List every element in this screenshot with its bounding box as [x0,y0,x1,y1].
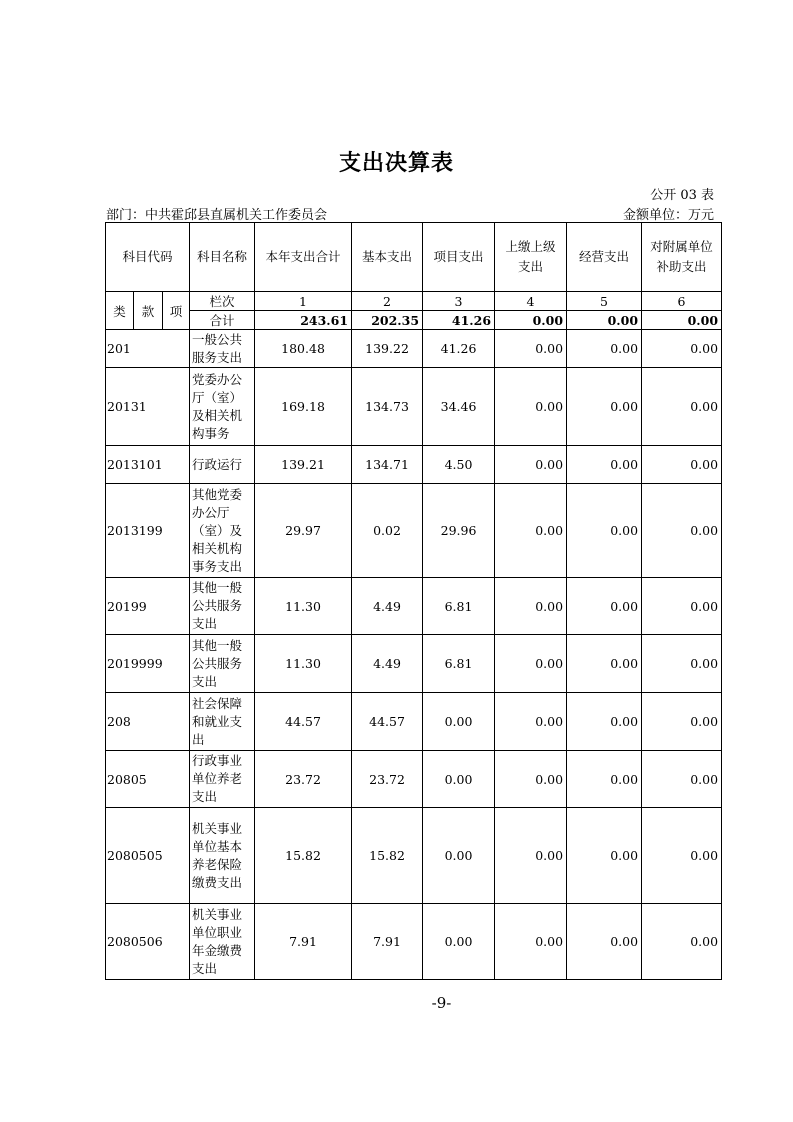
row-code: 20131 [106,368,190,446]
expenditure-table [105,222,722,980]
row-value: 6.81 [423,578,495,635]
row-name: 其他党委办公厅（室）及相关机构事务支出 [190,484,255,578]
row-value: 0.00 [495,693,567,751]
unit-label: 金额单位：万元 [622,208,714,223]
table-row [106,446,722,484]
row-value: 0.00 [642,808,722,904]
row-code: 2080505 [106,808,190,904]
table-row [106,904,722,980]
row-value: 0.00 [642,368,722,446]
row-code: 2013101 [106,446,190,484]
header-name: 科目名称 [190,223,255,292]
row-value: 0.00 [495,751,567,808]
table-row [106,751,722,808]
column-index-row [106,292,722,311]
row-value: 0.00 [567,635,642,693]
row-value: 0.00 [642,904,722,980]
table-row [106,484,722,578]
row-value: 4.49 [352,635,423,693]
row-value: 44.57 [352,693,423,751]
row-value: 0.00 [495,368,567,446]
row-name: 机关事业单位基本养老保险缴费支出 [190,808,255,904]
row-value: 0.00 [495,446,567,484]
page-number: -9- [431,994,452,1012]
row-name: 社会保障和就业支出 [190,693,255,751]
row-value: 11.30 [255,635,352,693]
table-row [106,368,722,446]
column-index-5: 5 [567,292,642,311]
row-value: 7.91 [255,904,352,980]
row-value: 0.00 [495,484,567,578]
header-basic: 基本支出 [352,223,423,292]
table-row [106,635,722,693]
row-name: 行政运行 [190,446,255,484]
header-lei: 类 [106,292,134,330]
row-code: 2013199 [106,484,190,578]
row-value: 0.00 [642,446,722,484]
column-index-3: 3 [423,292,495,311]
row-value: 0.00 [642,751,722,808]
row-value: 23.72 [255,751,352,808]
header-row [106,223,722,292]
row-code: 201 [106,330,190,368]
row-value: 0.00 [567,904,642,980]
header-subsidy: 对附属单位补助支出 [642,223,722,292]
total-label: 合计 [190,311,255,330]
total-value: 0.00 [495,311,567,330]
row-value: 0.00 [495,808,567,904]
row-value: 134.73 [352,368,423,446]
row-value: 6.81 [423,635,495,693]
column-index-label: 栏次 [190,292,255,311]
column-index-2: 2 [352,292,423,311]
row-name: 其他一般公共服务支出 [190,578,255,635]
row-value: 134.71 [352,446,423,484]
row-value: 169.18 [255,368,352,446]
row-value: 0.02 [352,484,423,578]
row-name: 其他一般公共服务支出 [190,635,255,693]
row-value: 0.00 [567,693,642,751]
row-value: 0.00 [567,330,642,368]
row-code: 2019999 [106,635,190,693]
header-project: 项目支出 [423,223,495,292]
table-row [106,578,722,635]
row-value: 0.00 [495,635,567,693]
row-value: 0.00 [567,578,642,635]
row-value: 0.00 [423,693,495,751]
column-index-6: 6 [642,292,722,311]
total-value: 0.00 [567,311,642,330]
row-name: 党委办公厅（室）及相关机构事务 [190,368,255,446]
row-value: 29.96 [423,484,495,578]
department-label: 部门：中共霍邱县直属机关工作委员会 [106,208,328,223]
total-value: 0.00 [642,311,722,330]
row-value: 0.00 [495,578,567,635]
table-row [106,330,722,368]
row-value: 7.91 [352,904,423,980]
row-value: 0.00 [567,446,642,484]
row-value: 0.00 [567,808,642,904]
row-value: 139.21 [255,446,352,484]
row-name: 机关事业单位职业年金缴费支出 [190,904,255,980]
total-value: 41.26 [423,311,495,330]
row-value: 0.00 [423,904,495,980]
table-row [106,808,722,904]
row-value: 44.57 [255,693,352,751]
page-title: 支出决算表 [338,151,454,176]
row-value: 29.97 [255,484,352,578]
row-value: 34.46 [423,368,495,446]
row-value: 139.22 [352,330,423,368]
table-row [106,693,722,751]
total-value: 243.61 [255,311,352,330]
row-value: 0.00 [642,693,722,751]
total-row [106,311,722,330]
row-code: 20805 [106,751,190,808]
row-value: 0.00 [567,484,642,578]
header-xiang: 项 [163,292,190,330]
column-index-1: 1 [255,292,352,311]
row-value: 0.00 [423,808,495,904]
row-value: 0.00 [495,904,567,980]
row-value: 0.00 [642,330,722,368]
row-value: 0.00 [642,578,722,635]
row-value: 41.26 [423,330,495,368]
header-total: 本年支出合计 [255,223,352,292]
row-value: 180.48 [255,330,352,368]
row-value: 0.00 [567,751,642,808]
row-value: 15.82 [255,808,352,904]
total-value: 202.35 [352,311,423,330]
header-kuan: 款 [134,292,163,330]
row-code: 20199 [106,578,190,635]
row-name: 一般公共服务支出 [190,330,255,368]
header-code: 科目代码 [106,223,190,292]
form-number: 公开 03 表 [650,188,714,203]
row-name: 行政事业单位养老支出 [190,751,255,808]
row-value: 4.49 [352,578,423,635]
row-value: 0.00 [495,330,567,368]
row-code: 208 [106,693,190,751]
row-value: 11.30 [255,578,352,635]
row-value: 4.50 [423,446,495,484]
row-value: 0.00 [642,484,722,578]
row-value: 0.00 [423,751,495,808]
column-index-4: 4 [495,292,567,311]
row-value: 0.00 [642,635,722,693]
header-upper: 上缴上级支出 [495,223,567,292]
row-code: 2080506 [106,904,190,980]
header-business: 经营支出 [567,223,642,292]
row-value: 0.00 [567,368,642,446]
row-value: 23.72 [352,751,423,808]
row-value: 15.82 [352,808,423,904]
